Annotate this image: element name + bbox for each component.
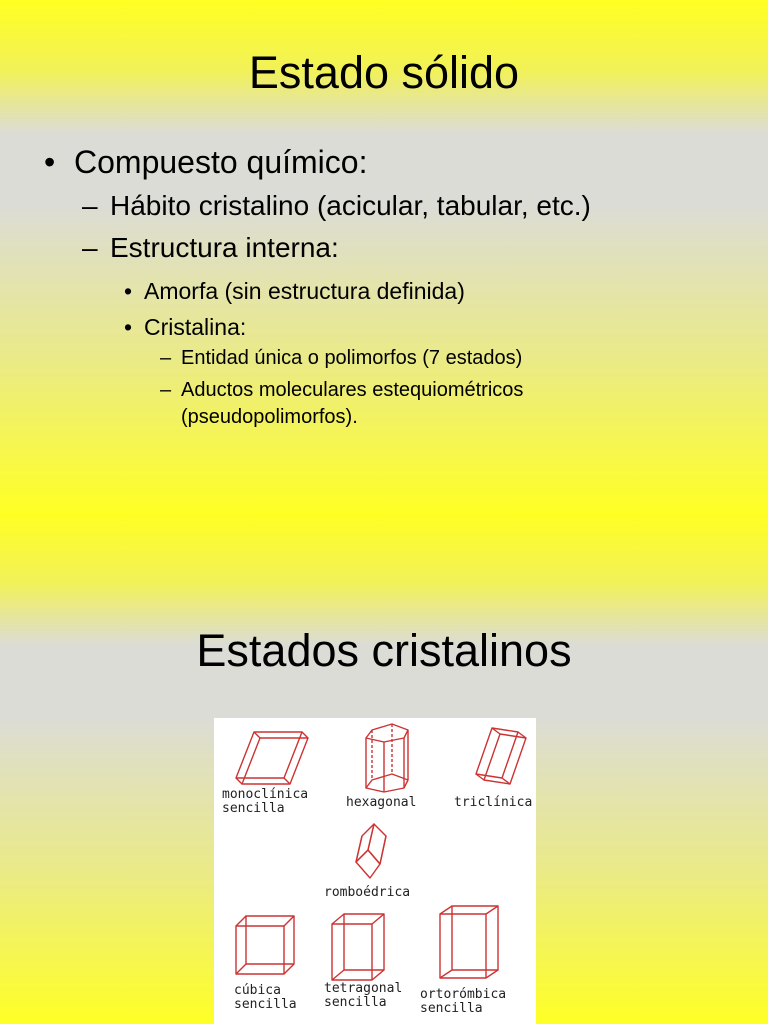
bullet-amorfa (124, 278, 465, 305)
bullet-cristalina (124, 314, 246, 341)
orthorhombic-crystal-icon (440, 906, 498, 978)
label-triclinica: triclínica (454, 795, 533, 810)
label-line: sencilla (222, 801, 285, 816)
label-hexagonal: hexagonal (346, 795, 417, 810)
label-line: ortorómbica (420, 987, 507, 1002)
dash-marker: – (160, 347, 172, 369)
label-monoclinica (222, 788, 308, 816)
label-line: tetragonal (324, 981, 403, 996)
crystal-systems-figure (214, 718, 536, 1024)
dash-marker: – (82, 190, 98, 221)
tetragonal-crystal-icon (332, 914, 384, 980)
rhombohedral-crystal-icon (356, 824, 386, 878)
bullet-text: Hábito cristalino (acicular, tabular, etc.) (110, 190, 591, 221)
crystal-drawings (214, 718, 536, 1024)
label-tetragonal (324, 982, 402, 1010)
bullet-text: Compuesto químico: (74, 144, 368, 180)
bullet-marker: • (124, 278, 133, 304)
label-cubica (234, 984, 297, 1012)
dash-aductos (160, 379, 523, 402)
slide-title: Estados cristalinos (196, 625, 572, 676)
bullet-text: Estructura interna: (110, 232, 339, 263)
label-ortorombica (420, 988, 506, 1016)
sub-bullet-habito (82, 190, 591, 222)
label-line: sencilla (420, 1001, 483, 1016)
bullet-text: Cristalina: (144, 314, 247, 340)
slide-estados-cristalinos (0, 512, 768, 1024)
dash-aductos-continuation: (pseudopolimorfos). (181, 406, 358, 428)
slide-title: Estado sólido (248, 47, 520, 98)
monoclinic-crystal-icon (236, 732, 308, 784)
triclinic-crystal-icon (476, 728, 526, 784)
dash-entidad-unica (160, 347, 522, 370)
bullet-marker: • (44, 144, 56, 180)
dash-marker: – (160, 379, 172, 401)
cubic-crystal-icon (236, 916, 294, 974)
hexagonal-crystal-icon (366, 724, 408, 792)
sub-bullet-estructura (82, 232, 339, 264)
bullet-text: Entidad única o polimorfos (7 estados) (181, 347, 523, 369)
bullet-compuesto-quimico (44, 144, 367, 181)
bullet-text: Aductos moleculares estequiométricos (181, 379, 524, 401)
bullet-marker: • (124, 314, 133, 340)
label-line: sencilla (324, 995, 387, 1010)
label-line: monoclínica (222, 787, 309, 802)
label-line: sencilla (234, 997, 297, 1012)
bullet-text: Amorfa (sin estructura definida) (144, 278, 465, 304)
label-romboedrica: romboédrica (324, 885, 411, 900)
label-line: cúbica (234, 983, 281, 998)
dash-marker: – (82, 232, 98, 263)
